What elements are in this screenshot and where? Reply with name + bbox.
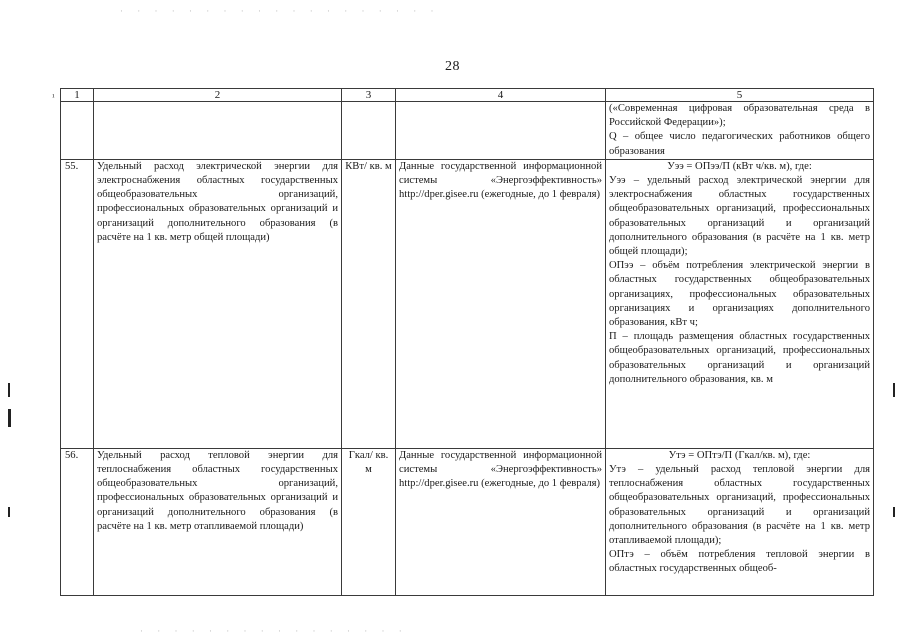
cont-method-line-2: Q – общее число педагогических работников общего образования (609, 131, 870, 157)
unit-of-measure: Гкал/ кв. м (342, 448, 396, 595)
calculation-method (606, 448, 874, 595)
left-margin-mark (8, 383, 10, 397)
indicator-name: Удельный расход электрической энергии для электроснабжения областных государственных общеобразовательных организаций, профессиональных образовательных организаций и организаций дополнительного образования (в расчёте на 1 кв. метр общей площади) (94, 159, 342, 448)
cont-name-cell (94, 102, 342, 160)
header-cell-3: 3 (342, 89, 396, 102)
definition-1: Утэ – удельный расход тепловой энергии для теплоснабжения областных государственных общеобразовательных организаций, профессиональных образовательных организаций и организаций дополнительного образования (в расчёте на 1 кв. метр отапливаемой площади); (609, 464, 870, 547)
header-cell-2: 2 (94, 89, 342, 102)
page-number: 28 (445, 59, 460, 74)
definition-3: П – площадь размещения областных государственных общеобразовательных организаций, профессиональных образовательных организаций и организаций дополнительного образования, кв. м (609, 331, 870, 385)
cont-unit-cell (342, 102, 396, 160)
header-cell-4: 4 (396, 89, 606, 102)
definition-2: ОПтэ – объём потребления тепловой энергии в областных государственных общеоб- (609, 549, 870, 575)
table-row-continued (61, 102, 874, 160)
definition-2: ОПээ – объём потребления электрической энергии в областных государственных общеобразовательных организациях, профессиональных образовательных организациях и организациях дополнительного образования, кВт ч; (609, 260, 870, 329)
unit-of-measure: КВт/ кв. м (342, 159, 396, 448)
table-row-55 (61, 159, 874, 448)
row-number: 55. (61, 159, 94, 448)
calculation-method (606, 159, 874, 448)
cont-source-cell (396, 102, 606, 160)
right-margin-mark (893, 383, 895, 397)
column-marker: ¹ (52, 92, 55, 102)
formula: Уээ = ОПээ/П (кВт ч/кв. м), где: (667, 160, 812, 172)
indicator-name: Удельный расход тепловой энергии для теплоснабжения областных государственных общеобразовательных организаций, профессиональных образовательных организаций и организаций дополнительного образования (в расчёте на 1 кв. метр отапливаемой площади) (94, 448, 342, 595)
formula: Утэ = ОПтэ/П (Гкал/кв. м), где: (668, 449, 811, 461)
row-number: 56. (61, 448, 94, 595)
table-header-row (61, 89, 874, 102)
cont-method-line-1: («Современная цифровая образовательная среда в Российской Федерации»); (609, 103, 870, 129)
scan-noise-top: · · · · · · · · · · · · · · · · · · · (120, 6, 440, 16)
indicators-table (60, 88, 874, 596)
cont-method-cell (606, 102, 874, 160)
left-margin-mark (8, 507, 10, 517)
definition-1: Уээ – удельный расход электрической энергии для электроснабжения областных государственных общеобразовательных организаций, профессиональных образовательных организаций и организаций дополнительного образования (в расчёте на 1 кв. метр общей площади); (609, 175, 870, 258)
right-margin-mark (893, 507, 895, 517)
left-margin-mark (8, 409, 11, 427)
cont-num-cell (61, 102, 94, 160)
table-row-56 (61, 448, 874, 595)
data-source: Данные государственной информационной системы «Энергоэффективность» http://dper.gisee.ru (ежегодные, до 1 февраля) (396, 159, 606, 448)
scan-noise-bottom: · · · · · · · · · · · · · · · · (140, 626, 408, 636)
data-source: Данные государственной информационной системы «Энергоэффективность» http://dper.gisee.ru (ежегодные, до 1 февраля) (396, 448, 606, 595)
header-cell-1: 1 (61, 89, 94, 102)
header-cell-5: 5 (606, 89, 874, 102)
